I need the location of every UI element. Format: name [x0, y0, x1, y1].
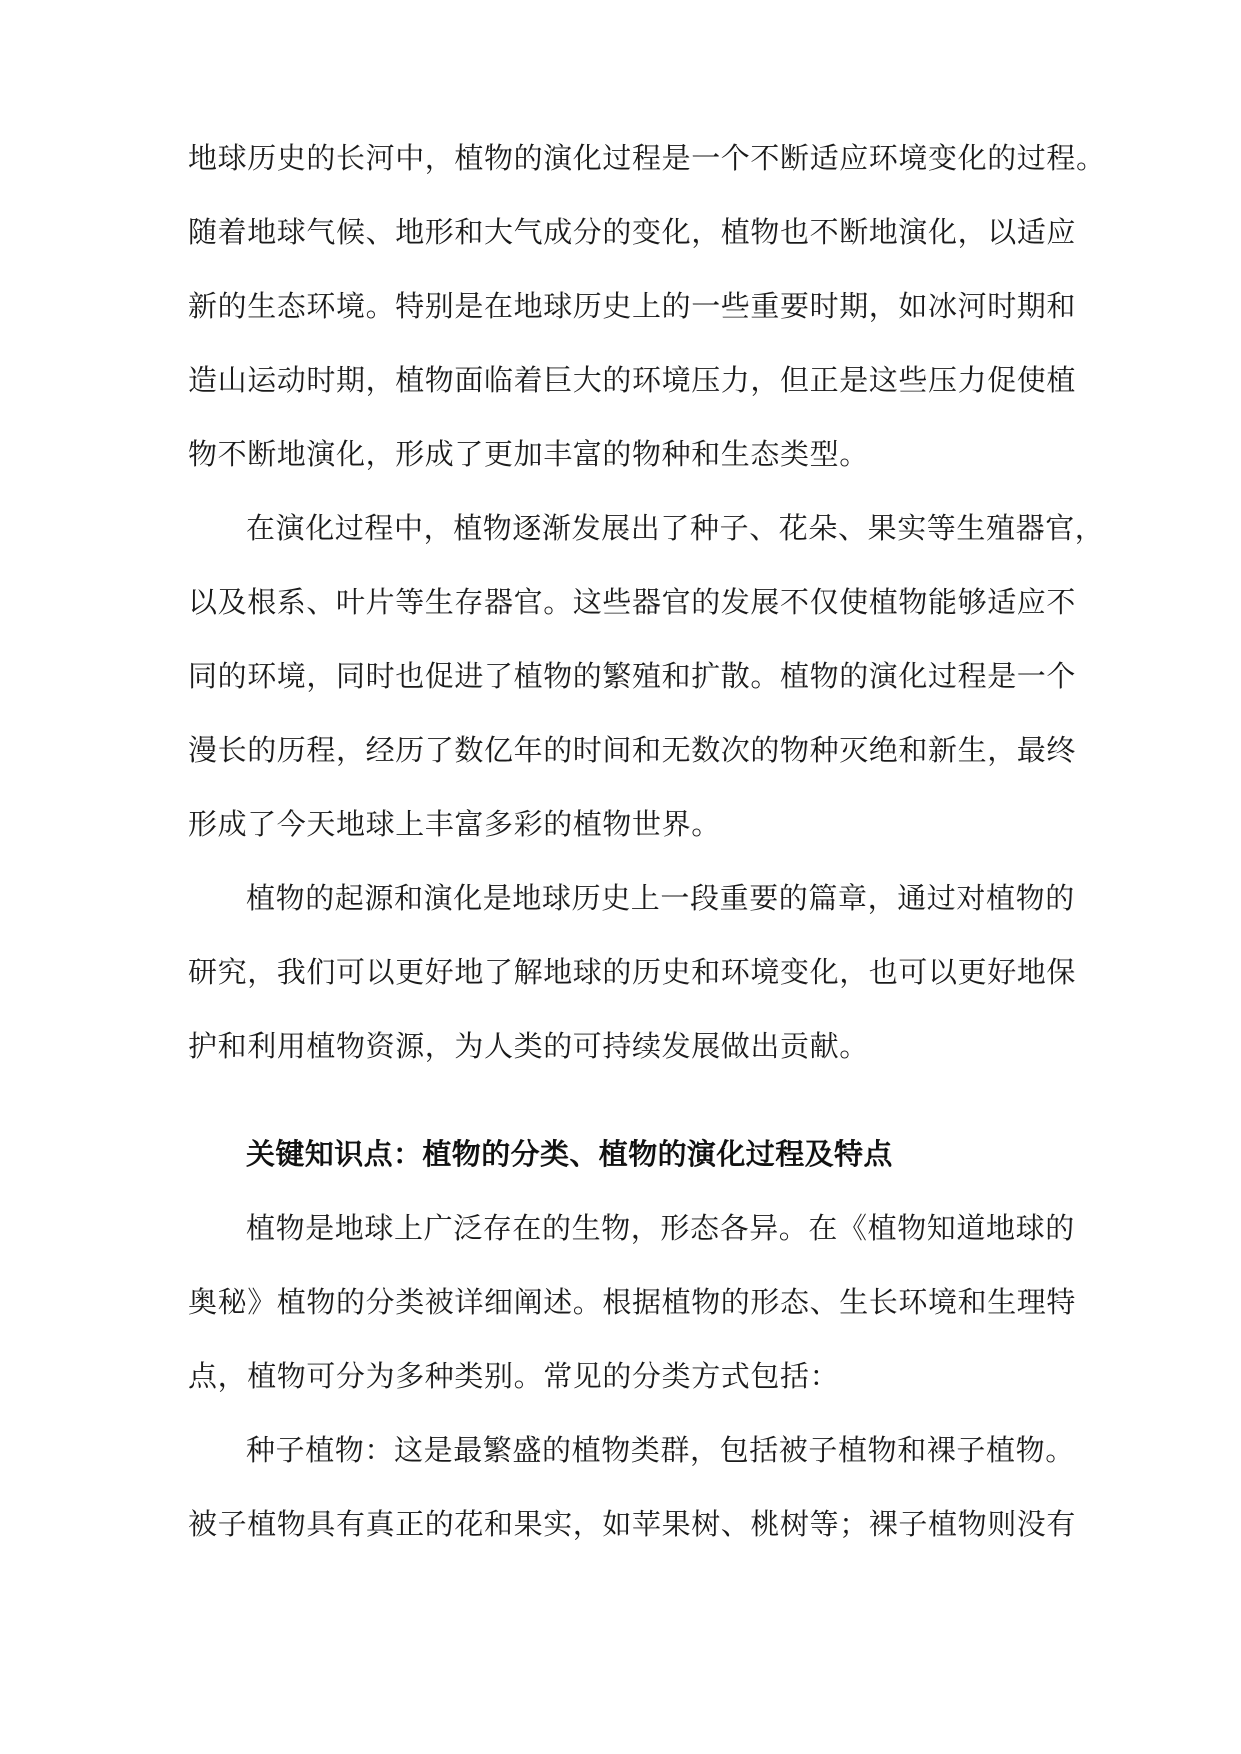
- paragraph-line: 研究，我们可以更好地了解地球的历史和环境变化，也可以更好地保: [188, 955, 1077, 989]
- paragraph-line: 形成了今天地球上丰富多彩的植物世界。: [188, 807, 721, 841]
- paragraph-line: 以及根系、叶片等生存器官。这些器官的发展不仅使植物能够适应不: [188, 585, 1077, 619]
- paragraph-line: 奥秘》植物的分类被详细阐述。根据植物的形态、生长环境和生理特: [188, 1285, 1077, 1319]
- paragraph-line: 在演化过程中，植物逐渐发展出了种子、花朵、果实等生殖器官，: [246, 511, 1105, 545]
- section-heading: 关键知识点：植物的分类、植物的演化过程及特点: [246, 1137, 893, 1171]
- paragraph-line: 植物是地球上广泛存在的生物，形态各异。在《植物知道地球的: [246, 1211, 1075, 1245]
- paragraph-line: 被子植物具有真正的花和果实，如苹果树、桃树等；裸子植物则没有: [188, 1507, 1077, 1541]
- paragraph-line: 地球历史的长河中，植物的演化过程是一个不断适应环境变化的过程。: [188, 141, 1106, 175]
- paragraph-line: 造山运动时期，植物面临着巨大的环境压力，但正是这些压力促使植: [188, 363, 1077, 397]
- paragraph-line: 点，植物可分为多种类别。常见的分类方式包括：: [188, 1359, 840, 1393]
- paragraph-line: 新的生态环境。特别是在地球历史上的一些重要时期，如冰河时期和: [188, 289, 1077, 323]
- paragraph-line: 同的环境，同时也促进了植物的繁殖和扩散。植物的演化过程是一个: [188, 659, 1077, 693]
- paragraph-line: 护和利用植物资源，为人类的可持续发展做出贡献。: [188, 1029, 869, 1063]
- paragraph-line: 物不断地演化，形成了更加丰富的物种和生态类型。: [188, 437, 869, 471]
- paragraph-line: 种子植物：这是最繁盛的植物类群，包括被子植物和裸子植物。: [246, 1433, 1075, 1467]
- paragraph-line: 漫长的历程，经历了数亿年的时间和无数次的物种灭绝和新生，最终: [188, 733, 1077, 767]
- paragraph-line: 植物的起源和演化是地球历史上一段重要的篇章，通过对植物的: [246, 881, 1075, 915]
- paragraph-line: 随着地球气候、地形和大气成分的变化，植物也不断地演化，以适应: [188, 215, 1077, 249]
